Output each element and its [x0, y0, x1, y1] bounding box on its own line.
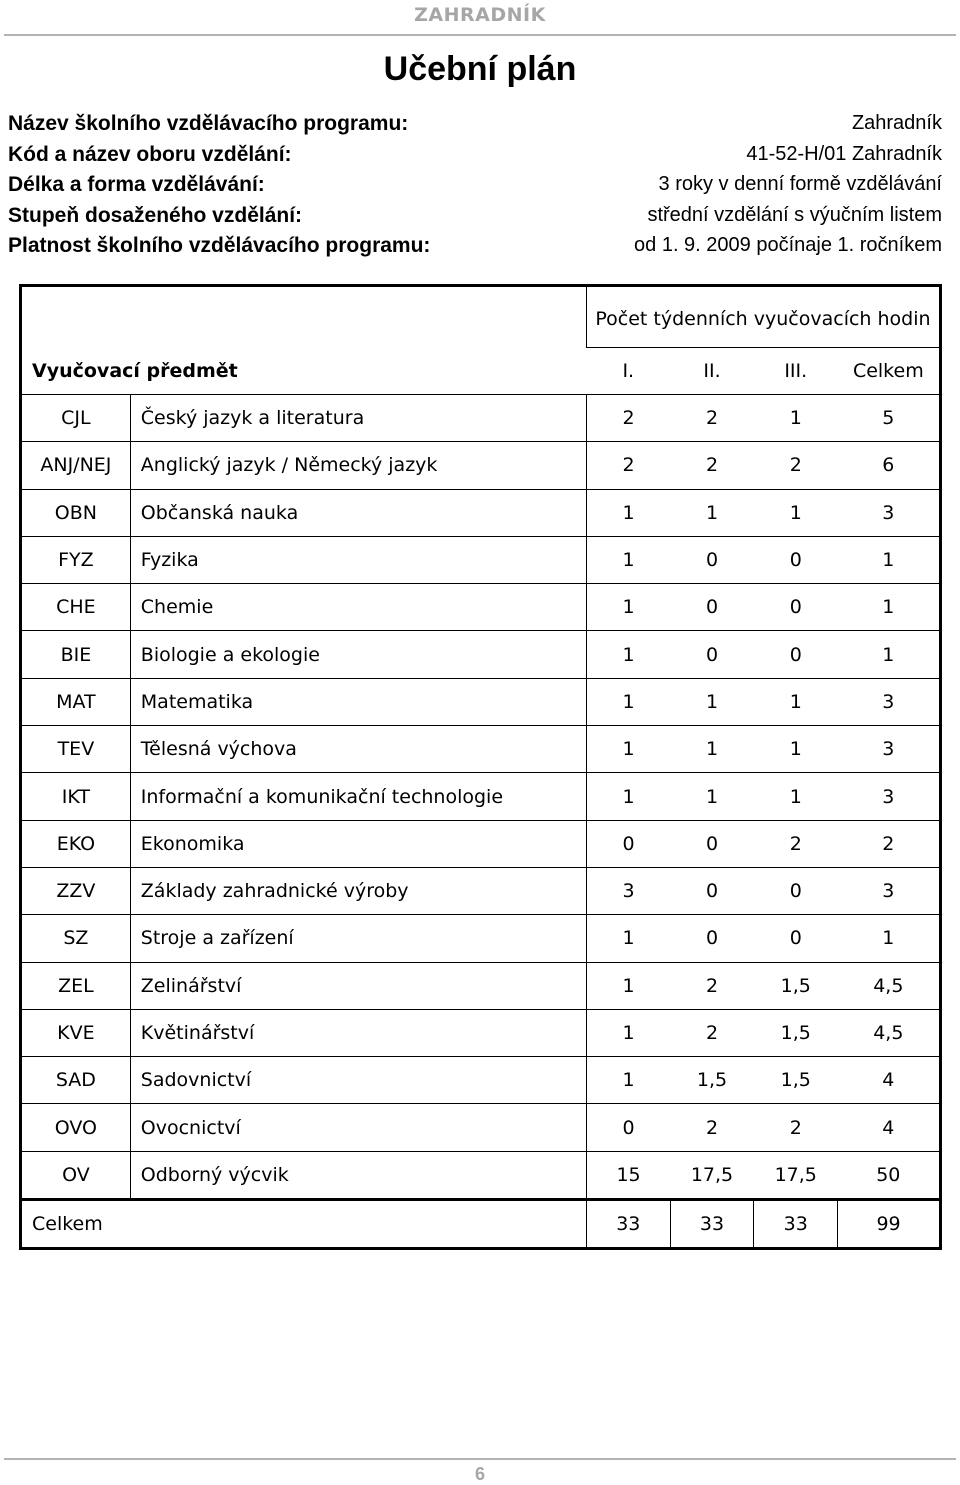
subject-code: ZZV	[21, 867, 131, 914]
table-row	[21, 442, 941, 489]
total-year-3: 33	[754, 1200, 838, 1249]
subject-code: KVE	[21, 1009, 131, 1056]
info-row-education-level	[8, 204, 942, 235]
info-label: Délka a forma vzdělávání:	[8, 173, 265, 196]
hours-total: 6	[838, 442, 941, 489]
hours-total: 3	[838, 773, 941, 820]
hours-year-1: 2	[586, 395, 670, 442]
hours-year-1: 2	[586, 442, 670, 489]
hours-year-2: 1	[670, 773, 754, 820]
hours-year-2: 2	[670, 962, 754, 1009]
total-header: Celkem	[852, 360, 924, 382]
info-value: 41-52-H/01 Zahradník	[746, 142, 942, 165]
hours-year-3: 0	[754, 915, 838, 962]
hours-total: 4,5	[838, 962, 941, 1009]
table-row	[21, 536, 941, 583]
subject-code: CJL	[21, 395, 131, 442]
hours-year-1: 1	[586, 773, 670, 820]
hours-year-3: 1,5	[754, 962, 838, 1009]
hours-year-2: 0	[670, 867, 754, 914]
subject-code: SAD	[21, 1057, 131, 1104]
info-row-program-name	[8, 112, 942, 143]
table-row	[21, 915, 941, 962]
subject-name: Chemie	[130, 584, 586, 631]
info-label: Platnost školního vzdělávacího programu:	[8, 234, 431, 257]
table-row	[21, 489, 941, 536]
subject-header: Vyučovací předmět	[32, 359, 238, 382]
footer-line	[4, 1458, 956, 1460]
hours-total: 5	[838, 395, 941, 442]
hours-total: 3	[838, 678, 941, 725]
hours-total: 1	[838, 536, 941, 583]
curriculum-table	[19, 284, 942, 1250]
info-value: od 1. 9. 2009 počínaje 1. ročníkem	[634, 234, 942, 256]
hours-total: 3	[838, 489, 941, 536]
info-label: Kód a název oboru vzdělání:	[8, 142, 292, 166]
hours-year-1: 1	[586, 489, 670, 536]
subject-name: Občanská nauka	[130, 489, 586, 536]
hours-year-2: 1	[670, 489, 754, 536]
table-row	[21, 962, 941, 1009]
subject-name: Matematika	[130, 678, 586, 725]
info-row-duration	[8, 173, 942, 204]
subject-name: Odborný výcvik	[130, 1151, 586, 1199]
hours-total: 1	[838, 915, 941, 962]
hours-year-3: 0	[754, 631, 838, 678]
hours-year-3: 1	[754, 489, 838, 536]
hours-year-2: 2	[670, 1104, 754, 1151]
hours-year-2: 2	[670, 395, 754, 442]
table-header-row	[21, 286, 941, 348]
hours-year-2: 17,5	[670, 1151, 754, 1199]
hours-total: 1	[838, 631, 941, 678]
subject-name: Anglický jazyk / Německý jazyk	[130, 442, 586, 489]
total-label: Celkem	[21, 1200, 587, 1249]
subject-code: TEV	[21, 726, 131, 773]
subject-code: OVO	[21, 1104, 131, 1151]
total-row	[21, 1200, 941, 1249]
hours-year-3: 0	[754, 536, 838, 583]
header-title: ZAHRADNÍK	[414, 4, 546, 26]
subject-name: Sadovnictví	[130, 1057, 586, 1104]
subject-name: Stroje a zařízení	[130, 915, 586, 962]
subject-name: Ovocnictví	[130, 1104, 586, 1151]
table-row	[21, 773, 941, 820]
table-subheader-row	[21, 348, 941, 395]
subject-code: OV	[21, 1151, 131, 1199]
hours-year-1: 1	[586, 584, 670, 631]
hours-total: 4	[838, 1104, 941, 1151]
hours-year-1: 1	[586, 915, 670, 962]
hours-year-2: 2	[670, 1009, 754, 1056]
hours-total: 1	[838, 584, 941, 631]
table-row	[21, 584, 941, 631]
subject-name: Informační a komunikační technologie	[130, 773, 586, 820]
subject-name: Květinářství	[130, 1009, 586, 1056]
document-title: Učební plán	[383, 50, 577, 88]
hours-year-2: 0	[670, 536, 754, 583]
hours-year-3: 0	[754, 584, 838, 631]
hours-year-3: 2	[754, 442, 838, 489]
subject-name: Český jazyk a literatura	[130, 395, 586, 442]
subject-code: CHE	[21, 584, 131, 631]
hours-year-3: 2	[754, 1104, 838, 1151]
table-row	[21, 1057, 941, 1104]
subject-name: Základy zahradnické výroby	[130, 867, 586, 914]
year-header-1: I.	[622, 360, 635, 382]
subject-code: ZEL	[21, 962, 131, 1009]
table-row	[21, 726, 941, 773]
year-header-2: II.	[703, 360, 721, 382]
table-row	[21, 820, 941, 867]
table-row	[21, 1151, 941, 1199]
hours-year-3: 1	[754, 395, 838, 442]
hours-year-3: 1	[754, 726, 838, 773]
hours-year-3: 1,5	[754, 1057, 838, 1104]
hours-year-1: 1	[586, 536, 670, 583]
hours-total: 4,5	[838, 1009, 941, 1056]
info-value: 3 roky v denní formě vzdělávání	[658, 173, 942, 195]
total-year-1: 33	[586, 1200, 670, 1249]
hours-year-3: 2	[754, 820, 838, 867]
hours-year-1: 1	[586, 1057, 670, 1104]
hours-year-1: 1	[586, 1009, 670, 1056]
hours-year-1: 15	[586, 1151, 670, 1199]
table-row	[21, 631, 941, 678]
hours-year-1: 3	[586, 867, 670, 914]
program-info	[8, 112, 942, 265]
hours-year-2: 1	[670, 678, 754, 725]
hours-year-1: 0	[586, 820, 670, 867]
subject-code: FYZ	[21, 536, 131, 583]
table-row	[21, 867, 941, 914]
hours-year-2: 0	[670, 915, 754, 962]
subject-name: Tělesná výchova	[130, 726, 586, 773]
hours-year-3: 1	[754, 678, 838, 725]
hours-total: 4	[838, 1057, 941, 1104]
year-header-3: III.	[784, 360, 808, 382]
subject-code: MAT	[21, 678, 131, 725]
info-label: Stupeň dosaženého vzdělání:	[8, 203, 303, 227]
hours-year-1: 1	[586, 631, 670, 678]
info-label: Název školního vzdělávacího programu:	[8, 112, 409, 135]
hours-year-1: 0	[586, 1104, 670, 1151]
subject-code: ANJ/NEJ	[21, 442, 131, 489]
hours-year-1: 1	[586, 726, 670, 773]
hours-year-2: 0	[670, 584, 754, 631]
subject-code: EKO	[21, 820, 131, 867]
subject-name: Fyzika	[130, 536, 586, 583]
info-value: střední vzdělání s výučním listem	[647, 203, 942, 226]
hours-year-3: 1	[754, 773, 838, 820]
hours-year-3: 0	[754, 867, 838, 914]
page-number: 6	[474, 1464, 485, 1484]
hours-year-2: 1,5	[670, 1057, 754, 1104]
info-row-field-code	[8, 143, 942, 174]
table-row	[21, 678, 941, 725]
hours-total: 3	[838, 726, 941, 773]
subject-code: BIE	[21, 631, 131, 678]
hours-year-3: 17,5	[754, 1151, 838, 1199]
hours-year-1: 1	[586, 962, 670, 1009]
hours-year-2: 0	[670, 631, 754, 678]
subject-name: Ekonomika	[130, 820, 586, 867]
subject-code: IKT	[21, 773, 131, 820]
table-row	[21, 395, 941, 442]
subject-code: OBN	[21, 489, 131, 536]
subject-name: Zelinářství	[130, 962, 586, 1009]
hours-year-2: 1	[670, 726, 754, 773]
hours-total: 3	[838, 867, 941, 914]
hours-year-3: 1,5	[754, 1009, 838, 1056]
hours-year-2: 2	[670, 442, 754, 489]
hours-header: Počet týdenních vyučovacích hodin	[586, 286, 940, 348]
hours-total: 50	[838, 1151, 941, 1199]
subject-code: SZ	[21, 915, 131, 962]
total-year-2: 33	[670, 1200, 754, 1249]
page-header	[4, 0, 956, 36]
total-sum: 99	[838, 1200, 941, 1249]
table-row	[21, 1104, 941, 1151]
hours-total: 2	[838, 820, 941, 867]
info-value: Zahradník	[851, 112, 942, 134]
table-row	[21, 1009, 941, 1056]
subject-name: Biologie a ekologie	[130, 631, 586, 678]
hours-year-1: 1	[586, 678, 670, 725]
info-row-validity	[8, 234, 942, 265]
hours-year-2: 0	[670, 820, 754, 867]
